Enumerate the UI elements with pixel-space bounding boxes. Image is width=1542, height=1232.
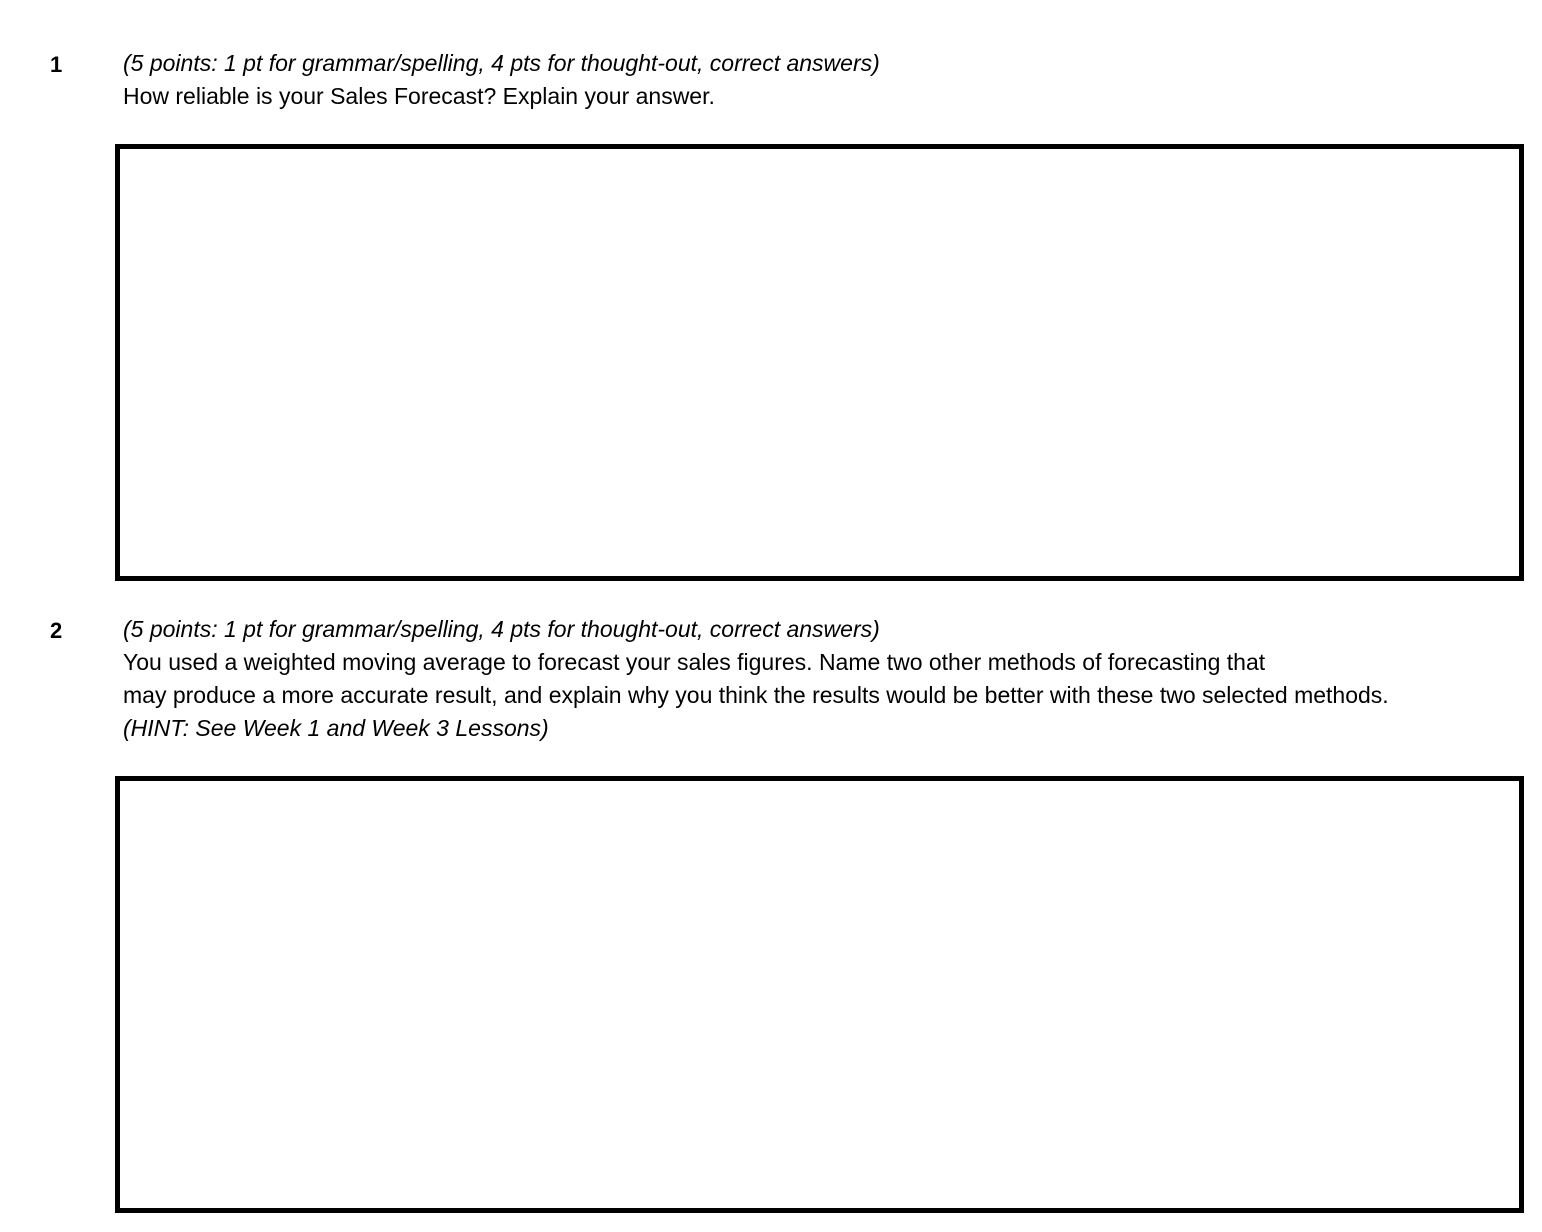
question-number: 1 xyxy=(50,52,63,77)
points-note: (5 points: 1 pt for grammar/spelling, 4 pts for thought-out, correct answers) xyxy=(123,50,880,76)
answer-box[interactable] xyxy=(115,144,1524,581)
points-note: (5 points: 1 pt for grammar/spelling, 4 pts for thought-out, correct answers) xyxy=(123,616,880,642)
question-text xyxy=(123,613,1523,745)
hint-text: (HINT: See Week 1 and Week 3 Lessons) xyxy=(123,715,549,741)
question-prompt-line: How reliable is your Sales Forecast? Explain your answer. xyxy=(123,83,715,109)
answer-box[interactable] xyxy=(115,776,1524,1213)
question-number: 2 xyxy=(50,618,63,643)
question-text xyxy=(123,47,1523,113)
question-prompt-line: may produce a more accurate result, and explain why you think the results would be better with these two selected methods. xyxy=(123,682,1389,708)
question-prompt-line: You used a weighted moving average to forecast your sales figures. Name two other methods of forecasting that xyxy=(123,649,1266,675)
